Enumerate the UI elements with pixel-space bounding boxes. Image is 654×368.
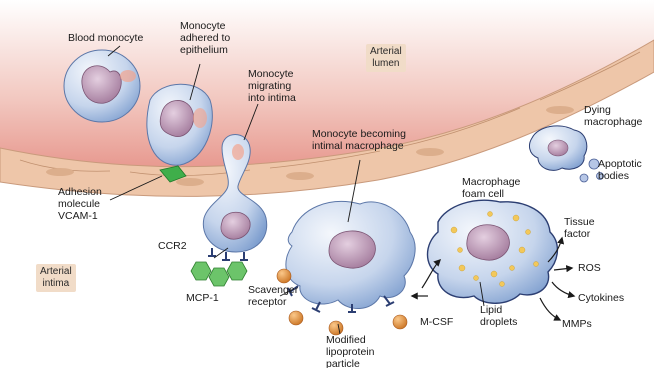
label-scavenger-receptor: [248, 284, 298, 308]
label-macrophage-foam-cell: [462, 176, 520, 200]
label-monocyte-migrating-line-1: Monocyte: [248, 68, 294, 80]
dying-macrophage-cell: [530, 126, 587, 171]
label-lipid-droplets: [480, 304, 517, 328]
label-arterial-intima-line-2: intima: [42, 278, 70, 289]
label-monocyte-becoming-line-2: intimal macrophage: [312, 140, 404, 152]
label-scavenger-receptor-line-2: receptor: [248, 296, 287, 308]
mcp-1-molecules: [191, 262, 247, 286]
label-tissue-factor-line-2: factor: [564, 228, 591, 240]
label-dying-macrophage-line-1: Dying: [584, 104, 611, 116]
intimal-macrophage-cell: [286, 202, 415, 309]
label-monocyte-adhered-line-2: adhered to: [180, 32, 231, 44]
label-blood-monocyte: Blood monocyte: [68, 32, 144, 44]
label-macrophage-foam-cell-line-1: Macrophage: [462, 176, 521, 188]
label-tissue-factor: [564, 216, 595, 240]
label-ros: ROS: [578, 262, 601, 274]
label-dying-macrophage: [584, 104, 642, 128]
label-arterial-intima-line-1: Arterial: [40, 266, 72, 277]
label-lipid-droplets-line-1: Lipid: [480, 304, 503, 316]
label-monocyte-becoming: [312, 128, 406, 152]
foam-cell: [428, 200, 558, 303]
label-monocyte-adhered-line-3: epithelium: [180, 44, 228, 56]
label-adhesion-molecule-line-2: molecule: [58, 198, 101, 210]
label-cytokines: Cytokines: [578, 292, 625, 304]
label-monocyte-migrating-line-3: into intima: [248, 92, 296, 104]
label-ccr2: CCR2: [158, 240, 187, 252]
blood-monocyte-cell: [64, 50, 140, 122]
label-arterial-lumen: [366, 44, 406, 72]
label-apoptotic-bodies: [598, 158, 642, 182]
label-adhesion-molecule-line-1: Adhesion: [58, 186, 102, 198]
label-apoptotic-bodies-line-2: bodies: [598, 170, 629, 182]
label-monocyte-adhered-line-1: Monocyte: [180, 20, 226, 32]
label-dying-macrophage-line-2: macrophage: [584, 116, 643, 128]
label-arterial-lumen-line-1: Arterial: [370, 46, 402, 57]
label-adhesion-molecule-line-3: VCAM-1: [58, 210, 98, 222]
label-modified-lipoprotein-line-3: particle: [326, 358, 360, 368]
label-monocyte-becoming-line-1: Monocyte becoming: [312, 128, 406, 140]
label-macrophage-foam-cell-line-2: foam cell: [462, 188, 505, 200]
label-modified-lipoprotein-line-2: lipoprotein: [326, 346, 375, 358]
label-arterial-intima: [36, 264, 76, 292]
label-tissue-factor-line-1: Tissue: [564, 216, 595, 228]
label-monocyte-adhered: [180, 20, 230, 56]
label-mcp-1: MCP-1: [186, 292, 219, 304]
label-monocyte-migrating-line-2: migrating: [248, 80, 292, 92]
label-apoptotic-bodies-line-1: Apoptotic: [598, 158, 642, 170]
label-m-csf: M-CSF: [420, 316, 454, 328]
label-mmps: MMPs: [562, 318, 592, 330]
label-adhesion-molecule: [58, 186, 102, 222]
label-scavenger-receptor-line-1: Scavenger: [248, 284, 299, 296]
label-monocyte-migrating: [248, 68, 296, 104]
label-modified-lipoprotein-line-1: Modified: [326, 334, 366, 346]
label-arterial-lumen-line-2: lumen: [372, 58, 400, 69]
label-lipid-droplets-line-2: droplets: [480, 316, 518, 328]
label-modified-lipoprotein: [326, 334, 374, 368]
